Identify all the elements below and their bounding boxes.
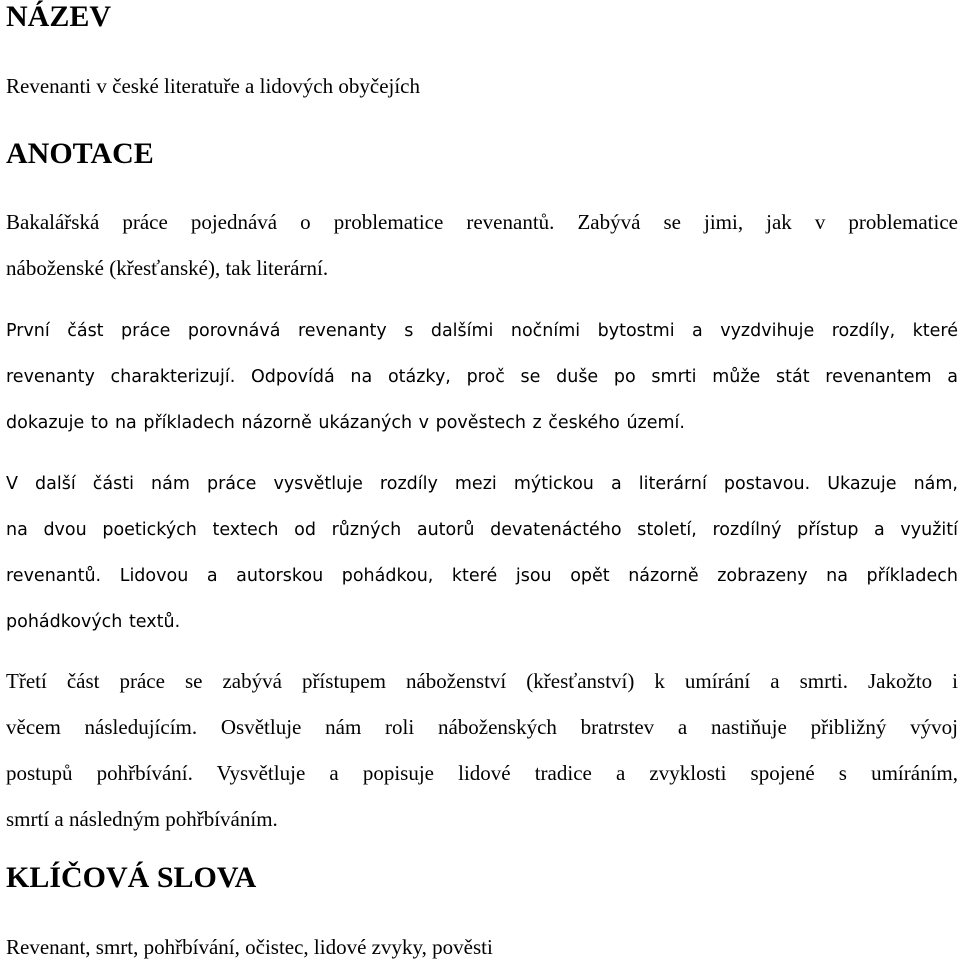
abstract-p3-line-2: na dvou poetických textech od různých autorů devatenáctého století, rozdílný přístup a využití bbox=[6, 520, 958, 540]
abstract-p3-line-4: pohádkových textů. bbox=[6, 612, 181, 632]
nazev-heading: NÁZEV bbox=[6, 0, 112, 33]
abstract-paragraph-3 bbox=[6, 461, 958, 645]
abstract-p2-line-1: První část práce porovnává revenanty s dalšími nočními bytostmi a vyzdvihuje rozdíly, které bbox=[6, 321, 958, 341]
abstract-p2-line-3: dokazuje to na příkladech názorně ukázaných v pověstech z českého území. bbox=[6, 413, 685, 433]
thesis-title-line: Revenanti v české literatuře a lidových obyčejích bbox=[6, 74, 421, 98]
abstract-paragraph-4 bbox=[6, 658, 958, 842]
abstract-p4-line-3: postupů pohřbívání. Vysvětluje a popisuje lidové tradice a zvyklosti spojené s umíráním, bbox=[6, 761, 958, 785]
abstract-p4-line-2: věcem následujícím. Osvětluje nám roli náboženských bratrstev a nastiňuje přibližný vývoj bbox=[6, 715, 958, 739]
klicova-slova-heading: KLÍČOVÁ SLOVA bbox=[6, 861, 257, 894]
abstract-paragraph-1 bbox=[6, 199, 958, 291]
abstract-p2-line-2: revenanty charakterizují. Odpovídá na otázky, proč se duše po smrti může stát revenantem a bbox=[6, 367, 958, 387]
abstract-p4-line-4: smrtí a následným pohřbíváním. bbox=[6, 807, 278, 831]
abstract-p1-line-2: náboženské (křesťanské), tak literární. bbox=[6, 256, 329, 280]
abstract-paragraph-2 bbox=[6, 308, 958, 446]
abstract-p4-line-1: Třetí část práce se zabývá přístupem náboženství (křesťanství) k umírání a smrti. Jakožto i bbox=[6, 669, 958, 693]
abstract-p1-line-1: Bakalářská práce pojednává o problematice revenantů. Zabývá se jimi, jak v problematice bbox=[6, 210, 958, 234]
anotace-heading: ANOTACE bbox=[6, 137, 154, 170]
thesis-title bbox=[6, 63, 958, 109]
keywords-paragraph bbox=[6, 924, 958, 970]
abstract-p3-line-1: V další části nám práce vysvětluje rozdíly mezi mýtickou a literární postavou. Ukazuje nám, bbox=[6, 474, 958, 494]
keywords-line: Revenant, smrt, pohřbívání, očistec, lidové zvyky, pověsti bbox=[6, 935, 493, 959]
abstract-p3-line-3: revenantů. Lidovou a autorskou pohádkou, které jsou opět názorně zobrazeny na příkladech bbox=[6, 566, 958, 586]
